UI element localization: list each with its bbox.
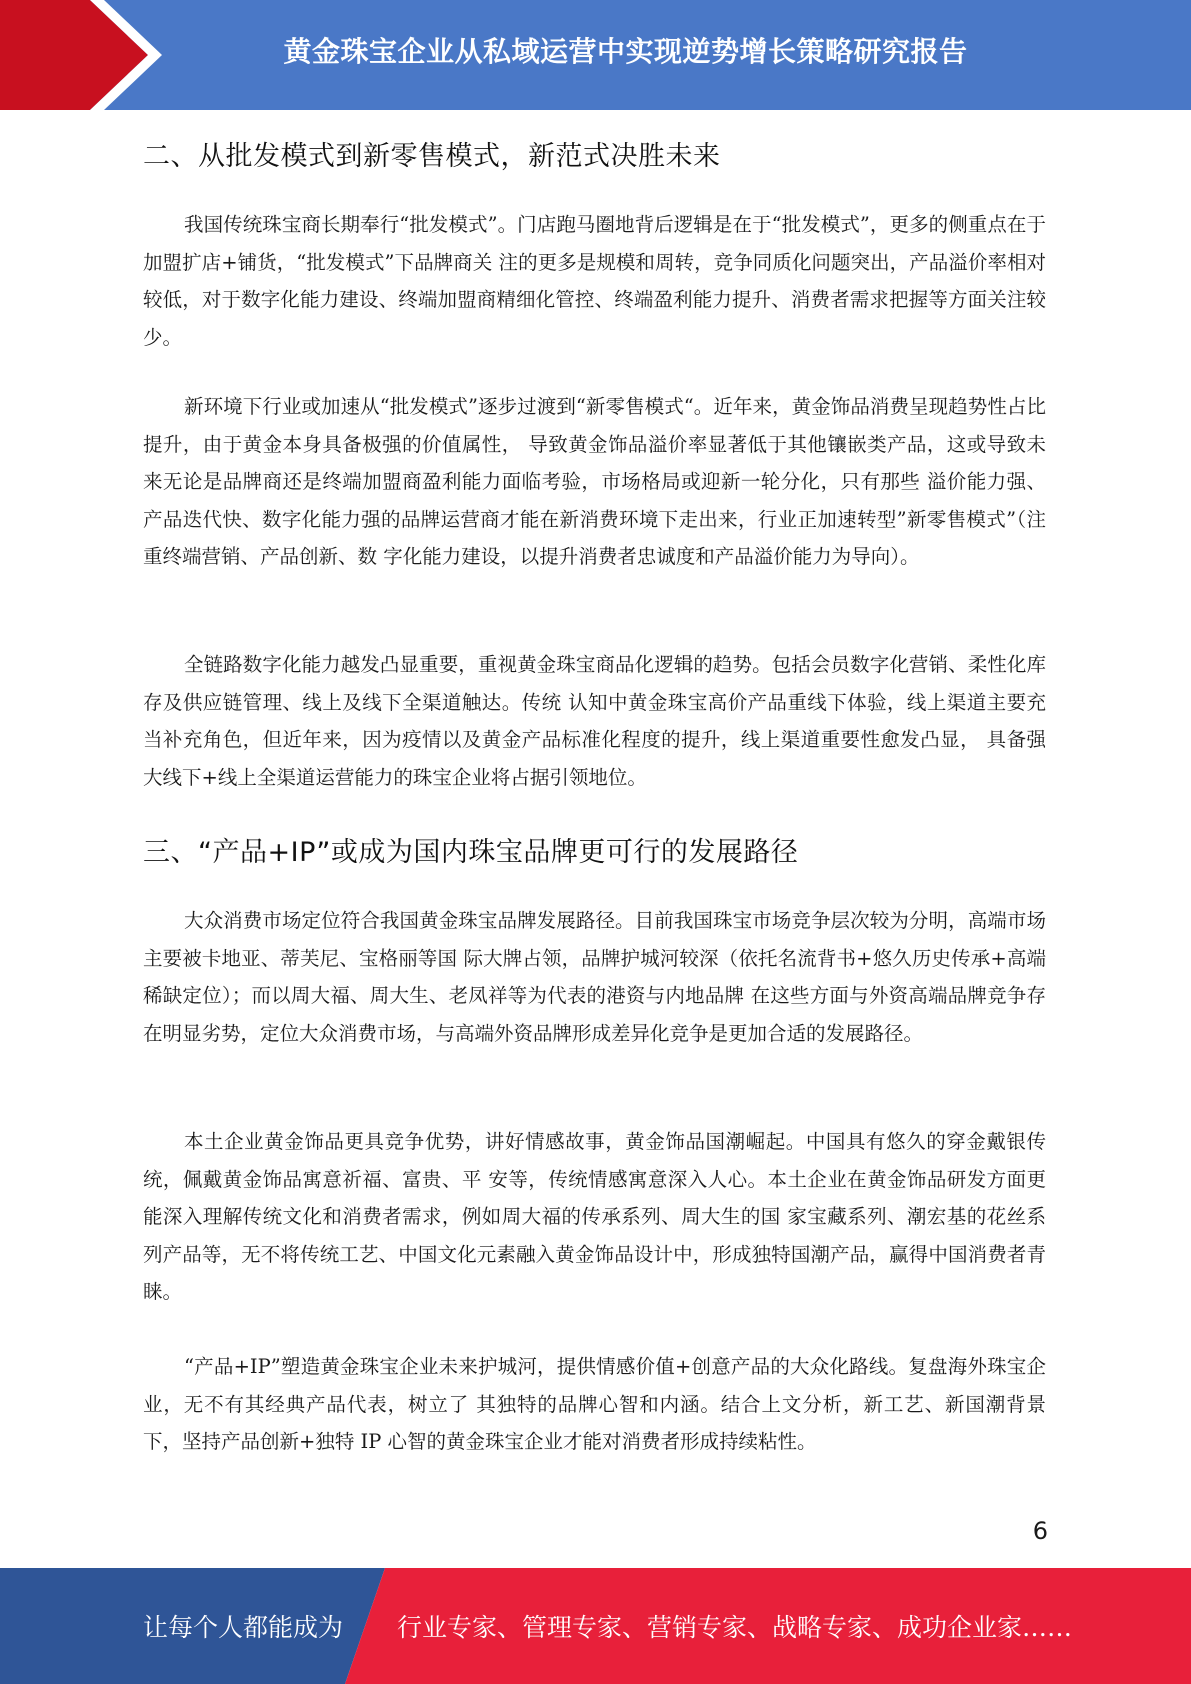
paragraph: “产品+IP”塑造黄金珠宝企业未来护城河，提供情感价值+创意产品的大众化路线。复盘海外珠宝企业，无不有其经典产品代表，树立了 其独特的品牌心智和内涵。结合上文分析，新工艺、新国潮背景下，坚持产品创新+独特 IP 心智的黄金珠宝企业才能对消费者形成持续粘性。 bbox=[143, 1355, 1046, 1453]
paragraph: 新环境下行业或加速从“批发模式”逐步过渡到“新零售模式“。近年来，黄金饰品消费呈现趋势性占比提升，由于黄金本身具备极强的价值属性， 导致黄金饰品溢价率显著低于其他镶嵌类产品，这或导致未来无论是品牌商还是终端加盟商盈利能力面临考验，市场格局或迎新一轮分化，只有那些 溢价能力强、产品迭代快、数字化能力强的品牌运营商才能在新消费环境下走出来，行业正加速转型”新零售模式”（注重终端营销、产品创新、数 字化能力建设，以提升消费者忠诚度和产品溢价能力为导向）。 bbox=[143, 395, 1046, 568]
paragraph: 本土企业黄金饰品更具竞争优势，讲好情感故事，黄金饰品国潮崛起。中国具有悠久的穿金戴银传统，佩戴黄金饰品寓意祈福、富贵、平 安等，传统情感寓意深入人心。本土企业在黄金饰品研发方面更能深入理解传统文化和消费者需求，例如周大福的传承系列、周大生的国 家宝藏系列、潮宏基的花丝系列产品等，无不将传统工艺、中国文化元素融入黄金饰品设计中，形成独特国潮产品，赢得中国消费者青睐。 bbox=[143, 1130, 1046, 1303]
section-heading-3: 三、“产品+IP”或成为国内珠宝品牌更可行的发展路径 bbox=[143, 837, 799, 868]
paragraph: 大众消费市场定位符合我国黄金珠宝品牌发展路径。目前我国珠宝市场竞争层次较为分明，高端市场主要被卡地亚、蒂芙尼、宝格丽等国 际大牌占领，品牌护城河较深（依托名流背书+悠久历史传承+高端稀缺定位）；而以周大福、周大生、老凤祥等为代表的港资与内地品牌 在这些方面与外资高端品牌竞争存在明显劣势，定位大众消费市场，与高端外资品牌形成差异化竞争是更加合适的发展路径。 bbox=[143, 909, 1046, 1045]
footer-slogan-left: 让每个人都能成为 bbox=[143, 1613, 344, 1642]
page-number: 6 bbox=[1032, 1517, 1048, 1545]
footer-banner bbox=[0, 1568, 1191, 1684]
report-title-text: 黄金珠宝企业从私域运营中实现逆势增长策略研究报告 bbox=[283, 35, 968, 68]
paragraph: 全链路数字化能力越发凸显重要，重视黄金珠宝商品化逻辑的趋势。包括会员数字化营销、柔性化库存及供应链管理、线上及线下全渠道触达。传统 认知中黄金珠宝高价产品重线下体验，线上渠道主要充当补充角色，但近年来，因为疫情以及黄金产品标准化程度的提升，线上渠道重要性愈发凸显， 具备强大线下+线上全渠道运营能力的珠宝企业将占据引领地位。 bbox=[143, 653, 1046, 789]
paragraph: 我国传统珠宝商长期奉行“批发模式”。门店跑马圈地背后逻辑是在于“批发模式”，更多的侧重点在于加盟扩店+铺货，“批发模式”下品牌商关 注的更多是规模和周转，竞争同质化问题突出，产品溢价率相对较低，对于数字化能力建设、终端加盟商精细化管控、终端盈利能力提升、消费者需求把握等方面关注较少。 bbox=[143, 213, 1046, 349]
report-title bbox=[200, 0, 1191, 100]
section-heading-2: 二、从批发模式到新零售模式，新范式决胜未来 bbox=[143, 141, 721, 172]
header-banner bbox=[0, 0, 1191, 110]
footer-slogan-right: 行业专家、管理专家、营销专家、战略专家、成功企业家…… bbox=[397, 1613, 1073, 1642]
